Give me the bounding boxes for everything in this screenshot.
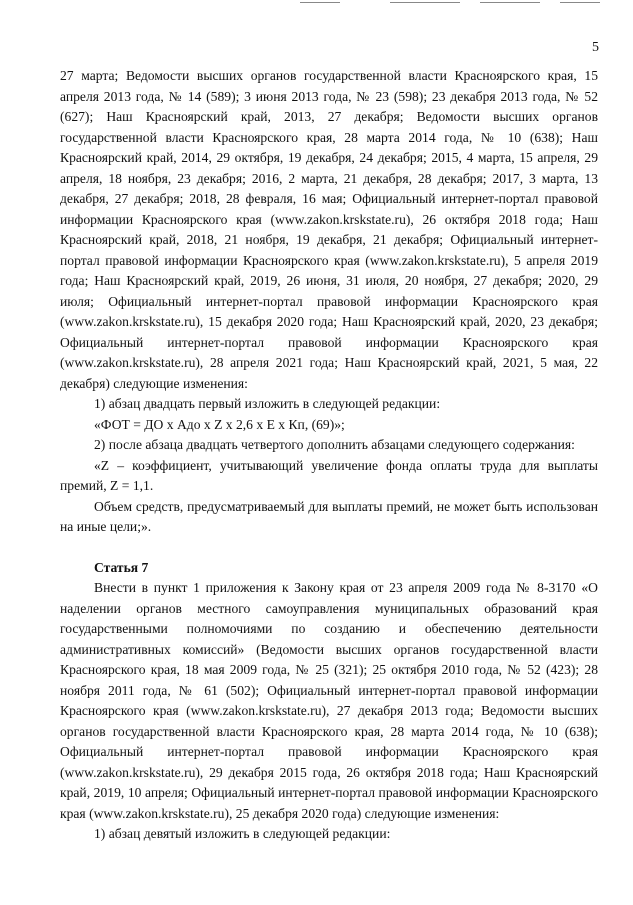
article-heading: Статья 7: [94, 559, 149, 575]
scan-artifact-line: [390, 2, 460, 3]
paragraph-formula: «ФОТ = ДО x Адо x Z x 2,6 x E x Кп, (69)»;: [94, 416, 345, 432]
paragraph-change-1: 1) абзац двадцать первый изложить в следующей редакции:: [94, 396, 441, 411]
paragraph-change-2: 2) после абзаца двадцать четвертого дополнить абзацами следующего содержания:: [94, 437, 575, 452]
scan-artifact-line: [300, 2, 340, 3]
document-body: [60, 66, 598, 845]
page-number: 5: [592, 40, 599, 55]
paragraph-bonus-funds: Объем средств, предусматриваемый для выплаты премий, не может быть использован на иные цели;».: [60, 498, 598, 534]
paragraph-z-definition: «Z – коэффициент, учитывающий увеличение фонда оплаты труда для выплаты премий, Z = 1,1.: [60, 457, 598, 493]
scan-artifact-line: [560, 2, 600, 3]
scan-artifact-line: [480, 2, 540, 3]
paragraph-amendment-sources: 27 марта; Ведомости высших органов государственной власти Красноярского края, 15 апреля 2013 года, № 14 (589); 3 июня 2013 года, № 23 (598); 23 декабря 2013 года, № 52 (627); Наш Красноярский край, 2013, 27 декабря; Ведомости высших органов государственной власти Красноярского края, 28 марта 2014 года, № 10 (638); Наш Красноярский край, 2014, 29 октября, 19 декабря, 24 декабря; 2015, 4 марта, 15 апреля, 29 апреля, 18 ноября, 23 декабря; 2016, 2 марта, 21 декабря, 28 декабря; 2017, 3 марта, 13 декабря, 27 декабря; 2018, 28 февраля, 16 мая; Официальный интернет-портал правовой информации Красноярского края (www.zakon.krskstate.ru), 26 октября 2018 года; Наш Красноярский край, 2018, 21 ноября, 19 декабря, 21 декабря; Официальный интернет-портал правовой информации Красноярского края (www.zakon.krskstate.ru), 5 апреля 2019 года; Наш Красноярский край, 2019, 26 июня, 31 июля, 20 ноября, 27 декабря; 2020, 29 июля; Официальный интернет-портал правовой информации Красноярского края (www.zakon.krskstate.ru), 15 декабря 2020 года; Наш Красноярский край, 2020, 23 декабря; Официальный интернет-портал правовой информации Красноярского края (www.zakon.krskstate.ru), 28 апреля 2021 года; Наш Красноярский край, 2021, 5 мая, 22 декабря) следующие изменения:: [60, 68, 598, 391]
paragraph-article-7-change-1: 1) абзац девятый изложить в следующей редакции:: [94, 826, 391, 841]
paragraph-article-7: Внести в пункт 1 приложения к Закону края от 23 апреля 2009 года № 8-3170 «О наделении органов местного самоуправления муниципальных образований края государственными полномочиями по созданию и обеспечению деятельности административных комиссий» (Ведомости высших органов государственной власти Красноярского края, 18 мая 2009 года, № 25 (321); 25 октября 2010 года, № 52 (423); 28 ноября 2011 года, № 61 (502); Официальный интернет-портал правовой информации Красноярского края (www.zakon.krskstate.ru), 27 декабря 2013 года; Ведомости высших органов государственной власти Красноярского края, 28 марта 2014 года, № 10 (638); Официальный интернет-портал правовой информации Красноярского края (www.zakon.krskstate.ru), 29 декабря 2015 года, 26 октября 2018 года; Наш Красноярский край, 2019, 10 апреля; Официальный интернет-портал правовой информации Красноярского края (www.zakon.krskstate.ru), 25 декабря 2020 года) следующие изменения:: [60, 580, 598, 821]
